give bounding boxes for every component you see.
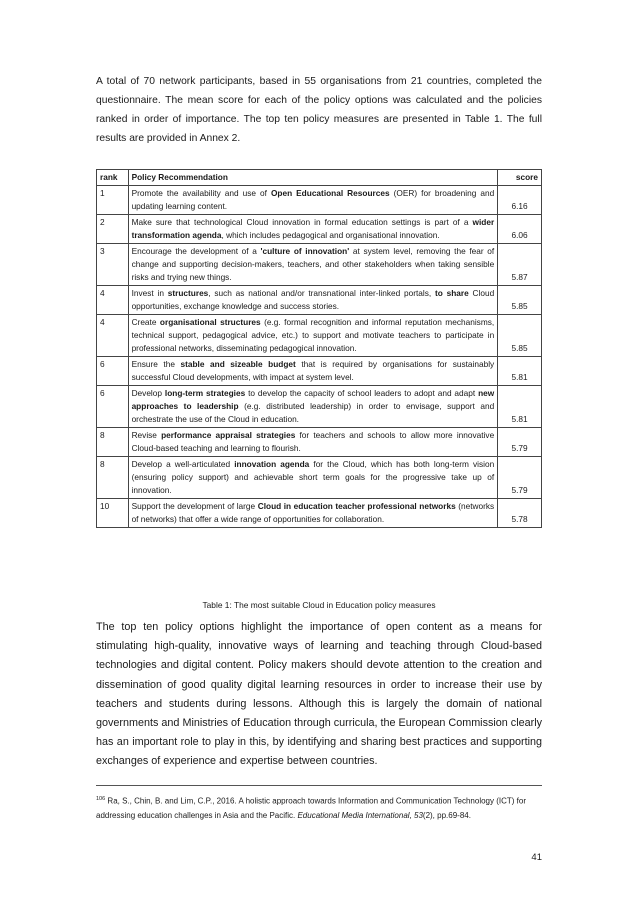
recommendation-text: for teachers and schools to allow more innovative Cloud-based teaching and learning to flourish. (131, 430, 495, 453)
recommendation-text: (e.g. formal recognition and informal reputation mechanisms, technical support, pedagogical advice, etc.) to support and motivate teachers to participate in professional networks, disseminating pedagogical innovation. (131, 317, 495, 353)
rank-cell: 6 (97, 386, 129, 428)
table-row (97, 186, 542, 215)
recommendation-text: Promote the availability and use of (131, 188, 271, 198)
recommendation-emphasis: Open Educational Resources (270, 188, 390, 198)
table-row (97, 428, 542, 457)
recommendation-cell (128, 215, 498, 244)
recommendation-text: that is required by organisations for sustainably successful Cloud developments, with impact at system level. (131, 359, 495, 382)
recommendation-text: Make sure that technological Cloud innovation in formal education settings is part of a (131, 217, 473, 227)
recommendation-text: to develop the capacity of school leaders to adopt and adapt (245, 388, 479, 398)
recommendation-text: Cloud opportunities, exchange knowledge and success stories. (131, 288, 495, 311)
table-row (97, 457, 542, 499)
recommendation-emphasis: organisational structures (159, 317, 261, 327)
rank-cell: 8 (97, 457, 129, 499)
recommendation-cell (128, 457, 498, 499)
table-row (97, 244, 542, 286)
recommendation-emphasis: long-term strategies (164, 388, 246, 398)
table-header-row (97, 170, 542, 186)
recommendation-text: Develop (131, 388, 165, 398)
score-cell: 5.81 (498, 357, 542, 386)
intro-paragraph: A total of 70 network participants, based in 55 organisations from 21 countries, completed the questionnaire. The mean score for each of the policy options was calculated and the policies ranked in order of importance. The top ten policy measures are presented in Table 1. The full results are provided in Annex 2. (96, 76, 542, 144)
recommendation-emphasis: stable and sizeable budget (180, 359, 296, 369)
score-header: score (498, 170, 542, 186)
score-cell: 5.85 (498, 315, 542, 357)
recommendation-cell (128, 186, 498, 215)
footnote-number: 106 (96, 796, 106, 802)
recommendation-text: Invest in (131, 288, 168, 298)
table-row (97, 499, 542, 528)
score-cell: 5.78 (498, 499, 542, 528)
score-cell: 5.85 (498, 286, 542, 315)
table-row (97, 386, 542, 428)
footnote-text: Ra, S., Chin, B. and Lim, C.P., 2016. A holistic approach towards Information and Communication Technology (ICT) for addressing education challenges in Asia and the Pacific. (96, 796, 526, 820)
recommendation-text: Revise (131, 430, 162, 440)
recommendation-emphasis: Cloud in education teacher professional networks (257, 501, 456, 511)
table-row (97, 286, 542, 315)
rank-cell: 1 (97, 186, 129, 215)
footnote-journal: Educational Media International (297, 810, 410, 820)
recommendation-cell (128, 499, 498, 528)
footnote: $^{106}$ Ra, S., Chin, B. and Lim, C.P., 2016. A holistic approach towards Information and Communication Technology (ICT) for addressing education challenges in Asia and the Pacific. Educational Media International, 53(2), pp.69-84. (96, 796, 526, 820)
rank-cell: 6 (97, 357, 129, 386)
recommendation-emphasis: innovation agenda (234, 459, 310, 469)
rank-header: rank (97, 170, 129, 186)
recommendation-emphasis: wider transformation agenda (131, 217, 495, 240)
score-cell: 5.79 (498, 457, 542, 499)
recommendation-text: , which includes pedagogical and organisational innovation. (221, 230, 440, 240)
score-cell: 6.16 (498, 186, 542, 215)
body-paragraph: The top ten policy options highlight the importance of open content as a means for stimulating high-quality, innovative ways of learning and teaching through Cloud-based technologies and digital content. Policy makers should devote attention to the creation and dissemination of good quality digital learning resources in order to increase their use by teachers and students during lessons. Although this is largely the domain of national governments and Ministries of Education through curricula, the European Commission clearly has an important role to play in this, by identifying and sharing best practices and supporting exchanges of experience and expertise between countries. (96, 621, 542, 768)
recommendation-emphasis: structures (167, 288, 209, 298)
recommendation-header: Policy Recommendation (128, 170, 498, 186)
rank-cell: 3 (97, 244, 129, 286)
recommendation-emphasis: 'culture of innovation' (260, 246, 350, 256)
score-cell: 5.81 (498, 386, 542, 428)
rank-cell: 8 (97, 428, 129, 457)
recommendation-cell (128, 286, 498, 315)
table-row (97, 315, 542, 357)
recommendation-text: Ensure the (131, 359, 181, 369)
recommendation-emphasis: to share (435, 288, 469, 298)
page-number: 41 (531, 852, 542, 863)
policy-table (96, 169, 542, 528)
policy-table-body (97, 186, 542, 528)
score-cell: 5.87 (498, 244, 542, 286)
recommendation-text: for the Cloud, which has both long-term vision (ensuring policy support) and achievable short term goals for the progressive take up of innovation. (131, 459, 495, 495)
recommendation-text: at system level, removing the fear of change and supporting decision-makers, teachers, and other stakeholders when taking sensible risks and trying new things. (131, 246, 495, 282)
table-caption: Table 1: The most suitable Cloud in Education policy measures (202, 600, 436, 610)
recommendation-text: Encourage the development of a (131, 246, 261, 256)
rank-cell: 4 (97, 315, 129, 357)
table-row (97, 357, 542, 386)
recommendation-cell (128, 428, 498, 457)
recommendation-text: , such as national and/or transnational inter-linked portals, (208, 288, 435, 298)
rank-cell: 4 (97, 286, 129, 315)
recommendation-text: (OER) for broadening and updating learning content. (131, 188, 495, 211)
score-cell: 5.79 (498, 428, 542, 457)
score-cell: 6.06 (498, 215, 542, 244)
recommendation-cell (128, 244, 498, 286)
rank-cell: 2 (97, 215, 129, 244)
recommendation-text: (e.g. distributed leadership) in order to envisage, support and orchestrate the use of the Cloud in education. (131, 401, 495, 424)
recommendation-cell (128, 357, 498, 386)
recommendation-text: Support the development of large (131, 501, 258, 511)
footnote-pages: (2), pp.69-84. (422, 810, 471, 820)
recommendation-emphasis: new approaches to leadership (131, 388, 495, 411)
rank-cell: 10 (97, 499, 129, 528)
recommendation-emphasis: performance appraisal strategies (161, 430, 296, 440)
recommendation-text: Create (131, 317, 160, 327)
footnote-volume: 53 (414, 810, 423, 820)
recommendation-text: Develop a well-articulated (131, 459, 235, 469)
table-row (97, 215, 542, 244)
recommendation-text: (networks of networks) that offer a wide range of opportunities for collaboration. (131, 501, 495, 524)
recommendation-cell (128, 315, 498, 357)
footnote-divider (96, 785, 542, 786)
recommendation-cell (128, 386, 498, 428)
